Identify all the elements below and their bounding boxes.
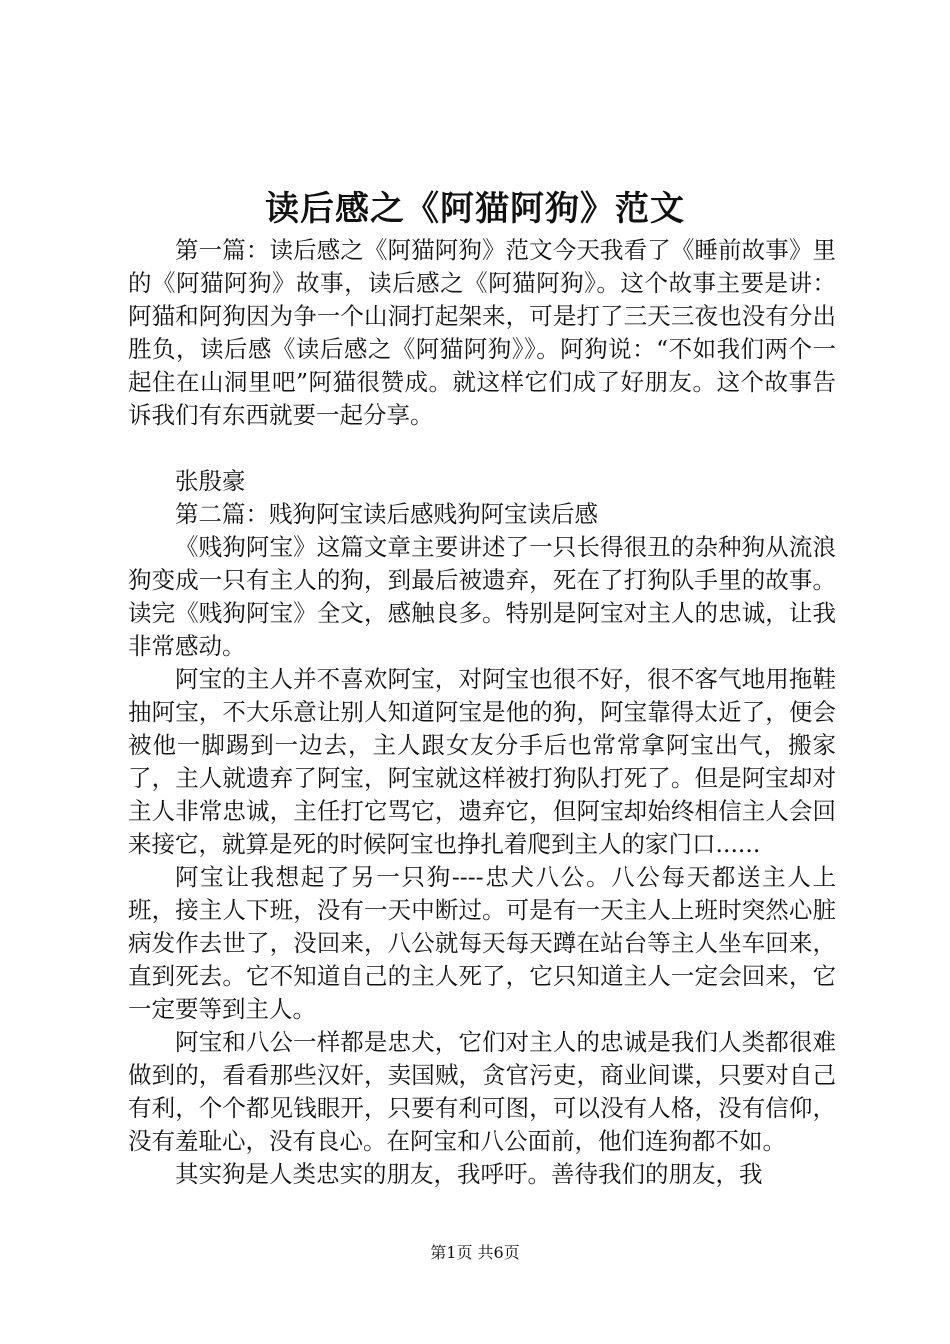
paragraph-5: 阿宝和八公一样都是忠犬，它们对主人的忠诚是我们人类都很难做到的，看看那些汉奸，卖国贼，贪官污吏，商业间谍，只要对自己有利，个个都见钱眼开，只要有利可图，可以没有人格，没有信仰，没有羞耻心，没有良心。在阿宝和八公面前，他们连狗都不如。 — [128, 1028, 836, 1155]
section-heading-2: 第二篇：贱狗阿宝读后感贱狗阿宝读后感 — [175, 500, 598, 528]
document-title: 读后感之《阿猫阿狗》范文 — [265, 189, 685, 229]
paragraph-1: 第一篇：读后感之《阿猫阿狗》范文今天我看了《睡前故事》里的《阿猫阿狗》故事，读后感之《阿猫阿狗》。这个故事主要是讲：阿猫和阿狗因为争一个山洞打起架来，可是打了三天三夜也没有分出胜负，读后感《读后感之《阿猫阿狗》》。阿狗说：“不如我们两个一起住在山洞里吧”阿猫很赞成。就这样它们成了好朋友。这个故事告诉我们有东西就要一起分享。 — [128, 236, 836, 429]
document-body — [128, 234, 836, 1191]
paragraph-4: 阿宝让我想起了另一只狗----忠犬八公。八公每天都送主人上班，接主人下班，没有一天中断过。可是有一天主人上班时突然心脏病发作去世了，没回来，八公就每天每天蹲在站台等主人坐车回来，直到死去。它不知道自己的主人死了，它只知道主人一定会回来，它一定要等到主人。 — [128, 863, 836, 1023]
paragraph-6: 其实狗是人类忠实的朋友，我呼吁。善待我们的朋友，我 — [175, 1160, 763, 1188]
blank-line — [128, 432, 836, 465]
paragraph-2: 《贱狗阿宝》这篇文章主要讲述了一只长得很丑的杂种狗从流浪狗变成一只有主人的狗，到最后被遗弃，死在了打狗队手里的故事。读完《贱狗阿宝》全文，感触良多。特别是阿宝对主人的忠诚，让我非常感动。 — [128, 533, 836, 660]
paragraph-3: 阿宝的主人并不喜欢阿宝，对阿宝也很不好，很不客气地用拖鞋抽阿宝，不大乐意让别人知道阿宝是他的狗，阿宝靠得太近了，便会被他一脚踢到一边去，主人跟女友分手后也常常拿阿宝出气，搬家了，主人就遗弃了阿宝，阿宝就这样被打狗队打死了。但是阿宝却对主人非常忠诚，主任打它骂它，遗弃它，但阿宝却始终相信主人会回来接它，就算是死的时候阿宝也挣扎着爬到主人的家门口...... — [128, 665, 836, 858]
page-number-footer: 第1页 共6页 — [430, 1243, 520, 1262]
author-name: 张殷豪 — [175, 467, 246, 495]
